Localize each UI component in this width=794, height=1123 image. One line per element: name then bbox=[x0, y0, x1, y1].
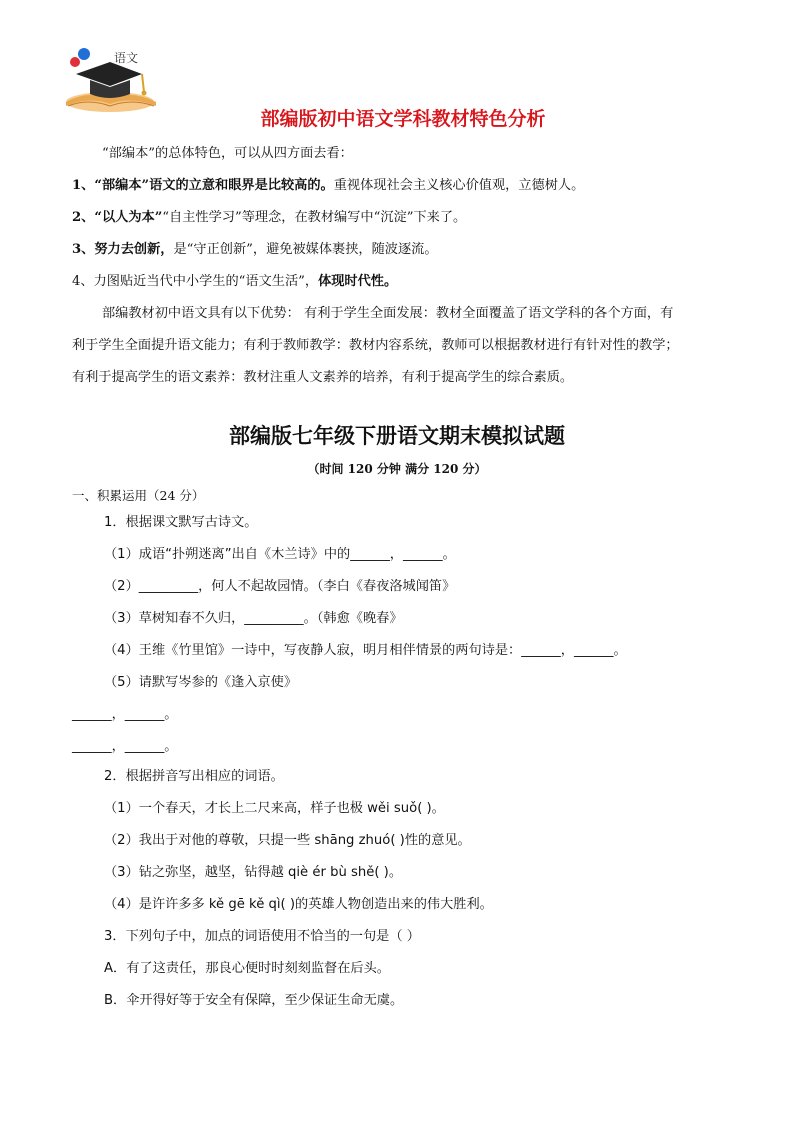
exam-subtitle: （时间 120 分钟 满分 120 分） bbox=[307, 462, 487, 476]
q1-item-5: （5）请默写岑参的《逢入京使》 bbox=[104, 675, 298, 690]
logo-label: 语文 bbox=[114, 51, 139, 65]
advantages-line-2: 利于学生全面提升语文能力；有利于教师教学：教材内容系统，教师可以根据教材进行有针对性的教学； bbox=[72, 338, 679, 353]
q3-option-a: A．有了这责任，那良心便时时刻刻监督在后头。 bbox=[104, 961, 390, 976]
exam-title: 部编版七年级下册语文期末模拟试题 bbox=[229, 424, 565, 448]
q3-option-b: B．伞开得好等于安全有保障，至少保证生命无虞。 bbox=[104, 993, 404, 1008]
point-3: 3、努力去创新，是“守正创新”，避免被媒体裹挟，随波逐流。 bbox=[72, 242, 438, 257]
q1-item-2: （2）_________，何人不起故园情。（李白《春夜洛城闻笛》 bbox=[104, 579, 456, 594]
q1-item-1: （1）成语“扑朔迷离”出自《木兰诗》中的______，______。 bbox=[104, 547, 456, 562]
q1-item-4: （4）王维《竹里馆》一诗中，写夜静人寂，明月相伴情景的两句诗是：______，______。 bbox=[104, 643, 627, 658]
section-1-heading: 一、积累运用（24 分） bbox=[72, 488, 205, 503]
intro-lead: “部编本”的总体特色，可以从四方面去看： bbox=[102, 146, 353, 161]
point-1: 1、“部编本”语文的立意和眼界是比较高的。重视体现社会主义核心价值观，立德树人。 bbox=[72, 178, 585, 193]
q2-item-4: （4）是许许多多 kě gē kě qì( )的英雄人物创造出来的伟大胜利。 bbox=[104, 897, 493, 912]
q1-item-3: （3）草树知春不久归，_________。（韩愈《晚春》 bbox=[104, 611, 403, 626]
q2-item-3: （3）钻之弥坚，越坚，钻得越 qiè ér bù shě( )。 bbox=[104, 865, 403, 880]
q2-item-2: （2）我出于对他的尊敬，只提一些 shāng zhuó( )性的意见。 bbox=[104, 833, 471, 848]
q2-stem: 2．根据拼音写出相应的词语。 bbox=[104, 769, 284, 784]
q2-item-1: （1）一个春天，才长上二尺来高，样子也极 wěi suǒ( )。 bbox=[104, 801, 445, 816]
advantages-line-3: 有利于提高学生的语文素养：教材注重人文素养的培养，有利于提高学生的综合素质。 bbox=[72, 370, 574, 385]
point-2: 2、“以人为本”“自主性学习”等理念，在教材编写中“沉淀”下来了。 bbox=[72, 210, 467, 225]
q3-stem: 3．下列句子中，加点的词语使用不恰当的一句是（ ） bbox=[104, 929, 420, 944]
q1-stem: 1．根据课文默写古诗文。 bbox=[104, 515, 258, 530]
intro-title: 部编版初中语文学科教材特色分析 bbox=[260, 108, 546, 130]
q1-blank-line-2: ______，______。 bbox=[72, 739, 178, 754]
q1-blank-line-1: ______，______。 bbox=[72, 707, 178, 722]
advantages-line-1: 部编教材初中语文具有以下优势： 有利于学生全面发展：教材全面覆盖了语文学科的各个方面，有 bbox=[102, 306, 674, 321]
point-4: 4、力图贴近当代中小学生的“语文生活”，体现时代性。 bbox=[72, 274, 398, 289]
